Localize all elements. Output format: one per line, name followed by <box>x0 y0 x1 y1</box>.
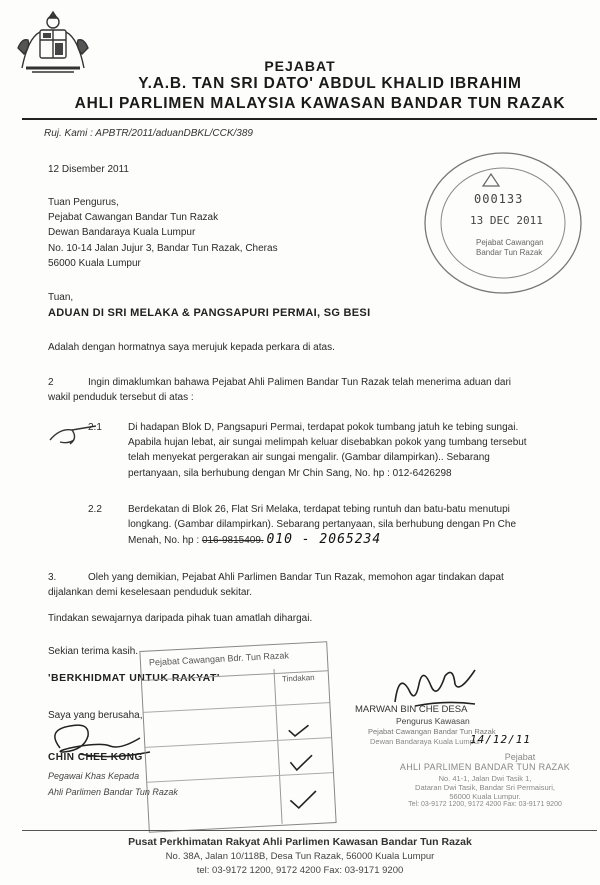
recipient-line: Dewan Bandaraya Kuala Lumpur <box>48 227 196 239</box>
item21-line: Di hadapan Blok D, Pangsapuri Permai, terdapat pokok tumbang jatuh ke tebing sungai. <box>128 422 519 433</box>
para3-line2: dijalankan demi keselesaan penduduk sekitar. <box>48 587 253 598</box>
stamp-date: 13 DEC 2011 <box>470 214 543 227</box>
struck-phone-number: 016-9815409. <box>201 535 264 547</box>
table-stamp-column-header: Tindakan <box>281 672 315 684</box>
signatory-title2: Ahli Parlimen Bandar Tun Razak <box>48 787 178 797</box>
item22-line: longkang. (Gambar dilampirkan). Sebarang pertanyaan, sila berhubung dengan Pn Che <box>128 519 517 531</box>
office-stamp-line1: Pejabat <box>504 752 536 762</box>
header-line-pejabat: PEJABAT <box>264 58 336 74</box>
receiver-title: Pengurus Kawasan <box>396 716 470 726</box>
stamp-line1: Pejabat Cawangan <box>476 238 544 247</box>
recipient-line: 56000 Kuala Lumpur <box>48 257 141 269</box>
receiver-org1: Pejabat Cawangan Bandar Tun Razak <box>368 727 496 736</box>
salutation: Tuan, <box>48 292 74 303</box>
intro-paragraph: Adalah dengan hormatnya saya merujuk kepada perkara di atas. <box>48 342 335 353</box>
footer-line2: No. 38A, Jalan 10/118B, Desa Tun Razak, 56000 Kuala Lumpur <box>165 851 435 862</box>
item21-text <box>128 420 583 481</box>
footer-line1: Pusat Perkhimatan Rakyat Ahli Parlimen Kawasan Bandar Tun Razak <box>128 836 472 848</box>
footer-line3: tel: 03-9172 1200, 9172 4200 Fax: 03-9171 9200 <box>196 865 404 876</box>
office-stamp-line4: Dataran Dwi Tasik, Bandar Sri Permaisuri, <box>415 783 555 792</box>
header-line-name: Y.A.B. TAN SRI DATO' ABDUL KHALID IBRAHIM <box>138 75 522 92</box>
para3-line1: Oleh yang demikian, Pejabat Ahli Parlimen Bandar Tun Razak, memohon agar tindakan dapat <box>88 572 504 583</box>
item22-line: Berdekatan di Blok 26, Flat Sri Melaka, terdapat tebing runtuh dan batu-batu menutupi <box>128 504 510 515</box>
signatory-name: CHIN CHEE KONG <box>48 752 143 763</box>
para2-number: 2 <box>48 377 54 388</box>
item22-line <box>128 532 583 548</box>
recipient-address <box>48 195 278 271</box>
table-stamp-title: Pejabat Cawangan Bdr. Tun Razak <box>140 642 327 681</box>
receiver-signature <box>385 662 495 710</box>
receiver-org2: Dewan Bandaraya Kuala Lumpur <box>370 737 481 746</box>
motto: 'BERKHIDMAT UNTUK RAKYAT' <box>48 672 220 684</box>
closing-request: Tindakan sewajarnya daripada pihak tuan amatlah dihargai. <box>48 613 313 624</box>
footer-rule <box>22 830 597 831</box>
receiver-name: MARWAN BIN CHE DESA <box>355 704 468 715</box>
office-stamp-line2: AHLI PARLIMEN BANDAR TUN RAZAK <box>399 762 571 772</box>
closing-regards: Saya yang berusaha, <box>48 710 143 721</box>
stamp-number: 000133 <box>474 192 524 206</box>
item21-line: telah menyekat pergerakan air sungai mengalir. (Gambar dilampirkan).. Sebarang <box>128 452 490 464</box>
check-marks <box>273 702 335 825</box>
item22-number: 2.2 <box>88 504 102 515</box>
handwritten-phone-number: 010 - 2065234 <box>266 532 382 548</box>
letter-date: 12 Disember 2011 <box>48 164 129 175</box>
subject-line: ADUAN DI SRI MELAKA & PANGSAPURI PERMAI, SG BESI <box>48 307 371 319</box>
recipient-line: Pejabat Cawangan Bandar Tun Razak <box>48 212 219 224</box>
item22-line3-prefix: Menah, No. hp : <box>128 535 202 547</box>
header-rule <box>22 118 597 120</box>
para2-line2: wakil penduduk tersebut di atas : <box>48 392 194 403</box>
office-stamp <box>380 752 590 808</box>
recipient-line: No. 10-14 Jalan Jujur 3, Bandar Tun Razak, Cheras <box>48 242 278 254</box>
para2-line1: Ingin dimaklumkan bahawa Pejabat Ahli Palimen Bandar Tun Razak telah menerima aduan dari <box>88 377 512 388</box>
item22-text <box>128 502 583 549</box>
received-stamp <box>418 148 588 298</box>
header-line-office: AHLI PARLIMEN MALAYSIA KAWASAN BANDAR TUN RAZAK <box>74 95 566 112</box>
recipient-line: Tuan Pengurus, <box>48 197 119 208</box>
closing-thanks: Sekian terima kasih. <box>48 646 139 657</box>
item21-line: pertanyaan, sila berhubung dengan Mr Chin Sang, No. hp : 012-6426298 <box>128 467 452 479</box>
office-stamp-line3: No. 41-1, Jalan Dwi Tasik 1, <box>438 774 532 783</box>
item21-number: 2.1 <box>88 422 102 433</box>
stamp-line2: Bandar Tun Razak <box>476 248 543 257</box>
action-table-stamp <box>139 641 336 833</box>
office-stamp-line6: Tel: 03-9172 1200, 9172 4200 Fax: 03-9171 9200 <box>408 801 562 808</box>
item21-line: Apabila hujan lebat, air sungai melimpah keluar disebabkan pokok yang tumbang tersebut <box>128 437 527 449</box>
reference-number: Ruj. Kami : APBTR/2011/aduanDBKL/CCK/389 <box>44 128 253 139</box>
receiver-date-handwritten: 14/12/11 <box>470 733 531 746</box>
signatory-title1: Pegawai Khas Kepada <box>48 771 140 781</box>
para3-number: 3. <box>48 572 57 583</box>
office-stamp-line5: 56000 Kuala Lumpur. <box>449 792 521 801</box>
